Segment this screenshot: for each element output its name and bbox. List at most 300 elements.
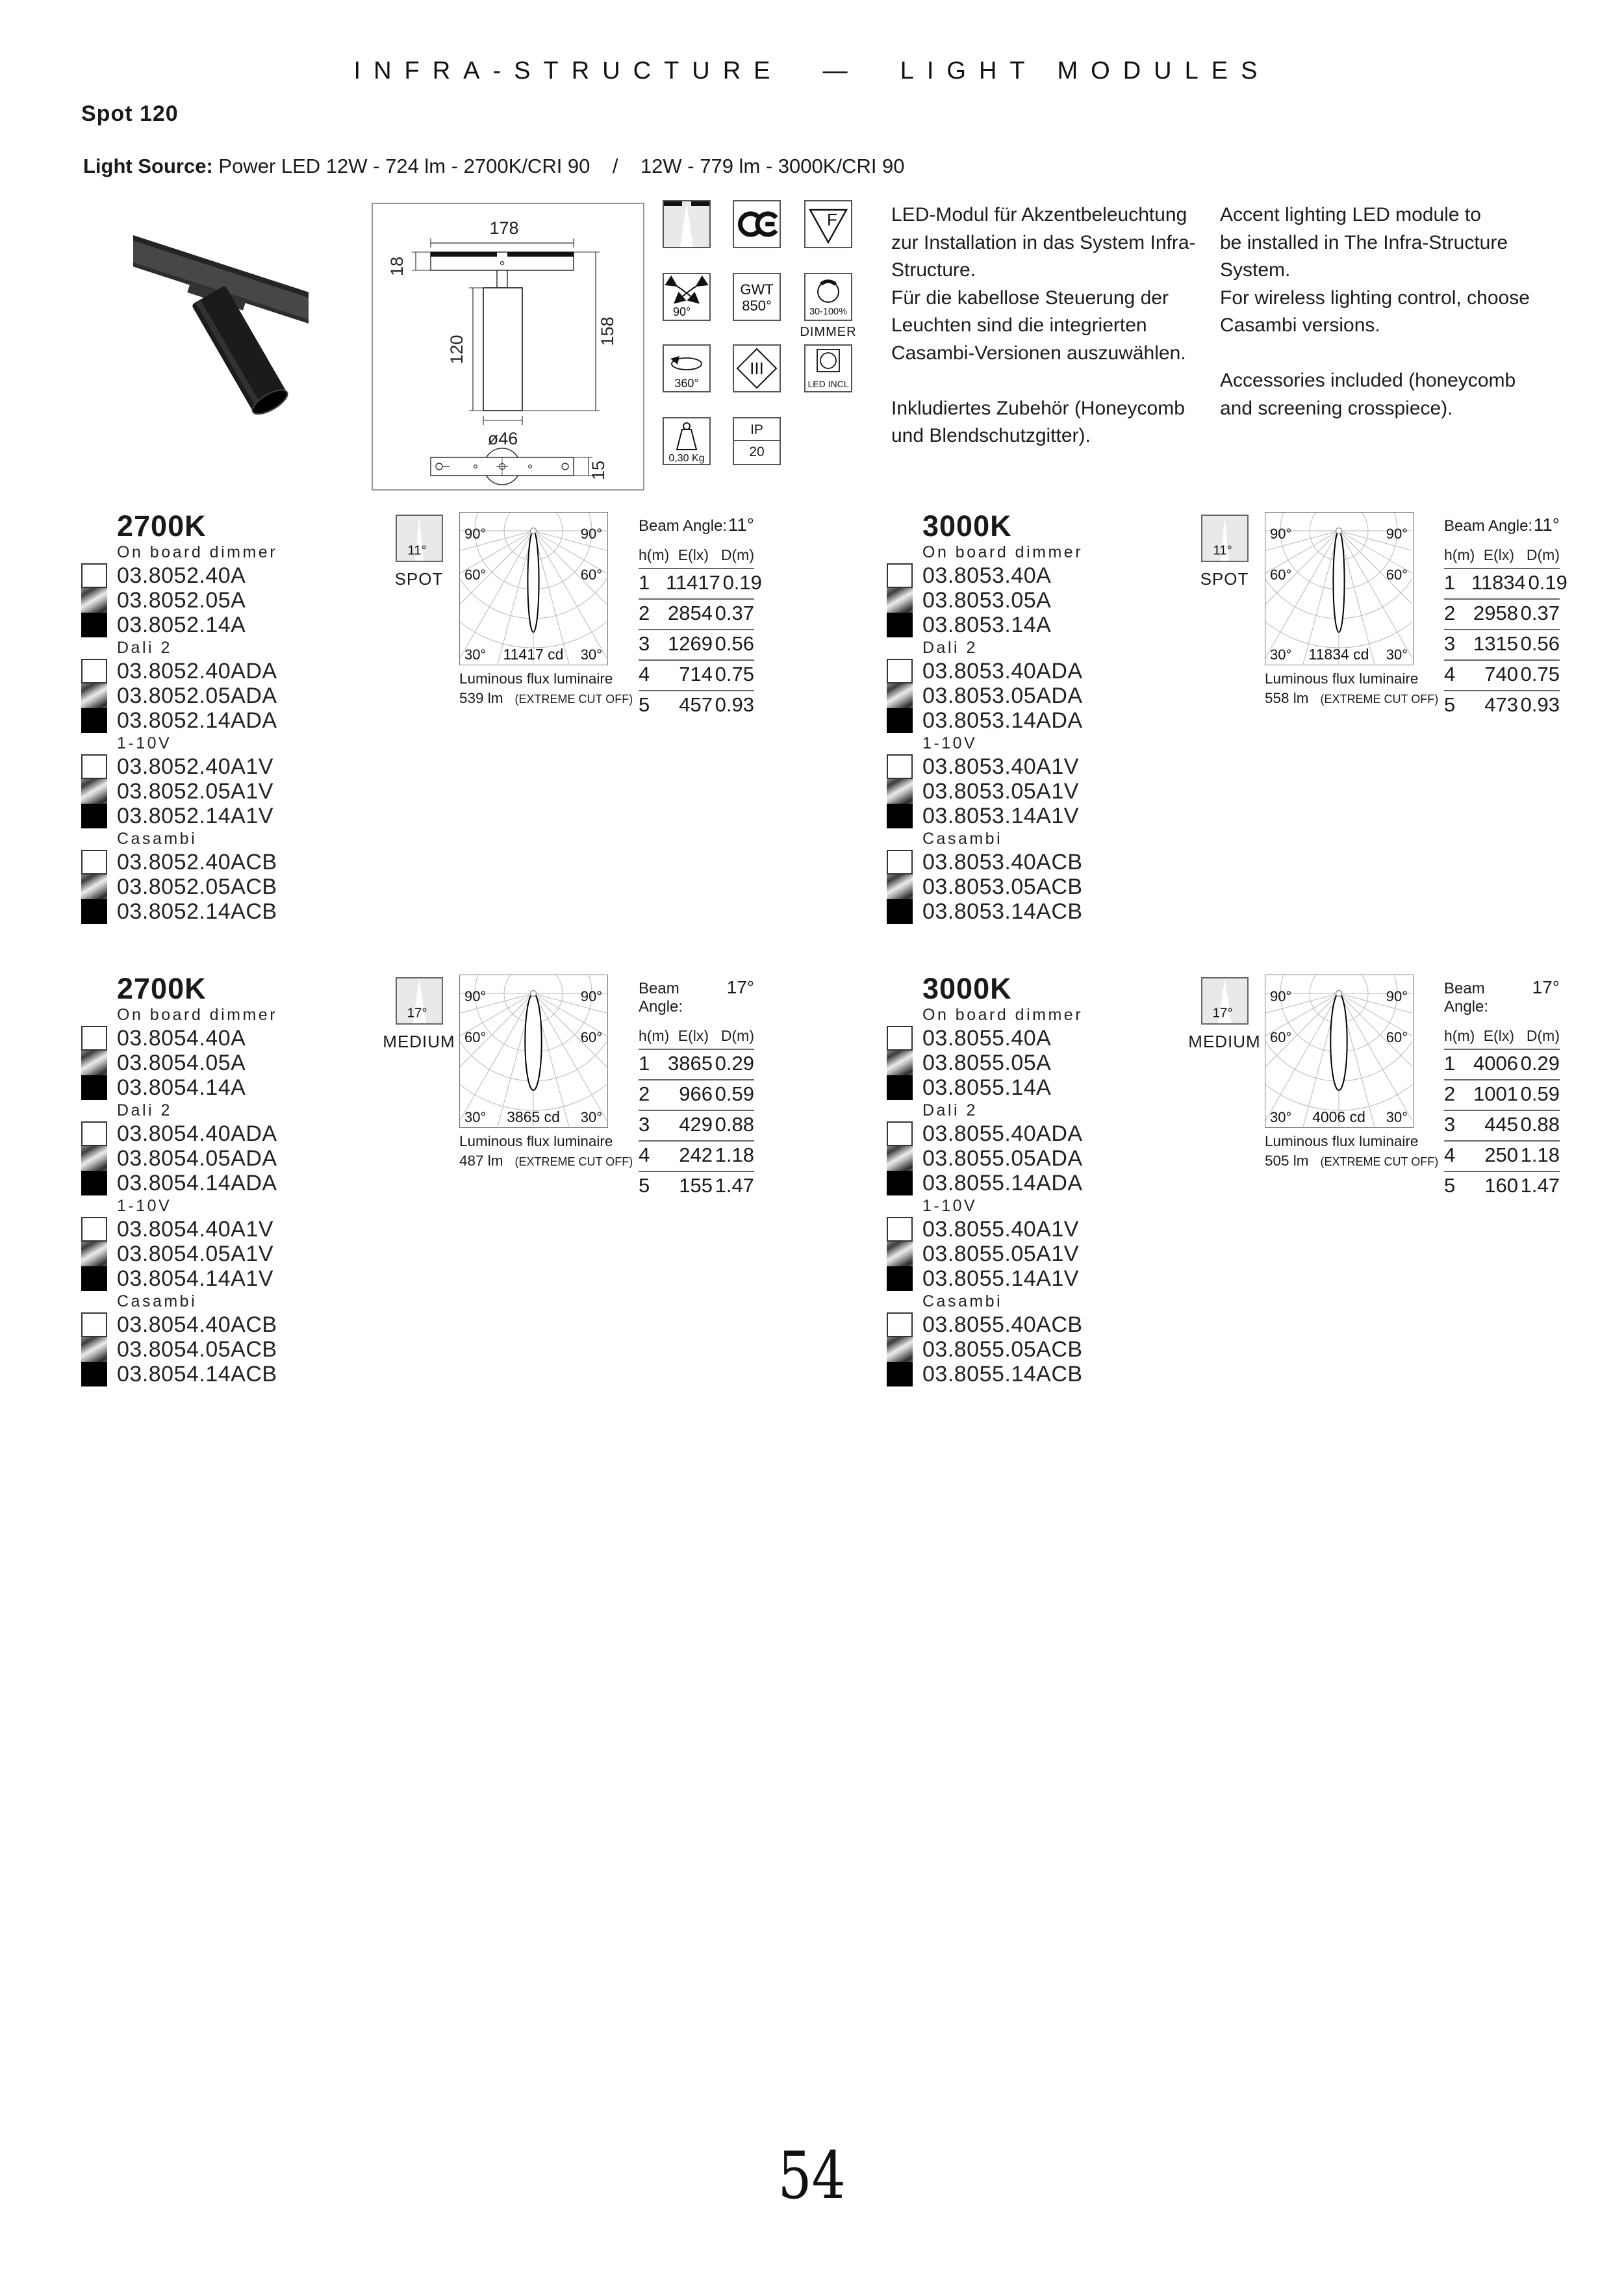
table-row: [639, 630, 754, 661]
product-code-row: [880, 1051, 1083, 1075]
cell-height: 1: [1444, 571, 1456, 594]
product-code-row: [880, 1075, 1083, 1100]
code-group: [75, 1100, 277, 1195]
flux-title: Luminous flux luminaire: [459, 1133, 613, 1149]
product-block: [75, 509, 835, 968]
product-code: 03.8052.14A: [117, 612, 246, 637]
cell-illuminance: 1269: [668, 632, 713, 655]
finish-swatch-black-icon: [81, 804, 107, 828]
table-row: [639, 1080, 754, 1111]
beam-type-label: MEDIUM: [383, 1032, 455, 1051]
finish-swatch-white-icon: [81, 754, 107, 779]
polar-angle-label: 60°: [464, 1029, 487, 1045]
beam-angle-icon-image: [1202, 978, 1247, 1023]
product-code-row: [75, 1121, 277, 1146]
polar-diagram: [1265, 512, 1414, 665]
column-header: E(lx): [678, 1027, 709, 1044]
finish-swatch-grey-icon: [887, 1146, 913, 1171]
description-line: und Blendschutzgitter).: [891, 425, 1091, 446]
code-group: [880, 1100, 1083, 1195]
product-code-row: [75, 1266, 277, 1291]
column-header: E(lx): [1483, 546, 1514, 563]
finish-swatch-black-icon: [887, 1171, 913, 1195]
polar-angle-label: 90°: [464, 988, 487, 1004]
beam-angle-icon-image: [1202, 516, 1247, 561]
finish-swatch-grey-icon: [81, 1146, 107, 1171]
beam-angle-icon: [396, 977, 443, 1025]
product-code: 03.8054.40ADA: [117, 1121, 277, 1146]
code-group: [75, 542, 277, 637]
finish-swatch-black-icon: [887, 1075, 913, 1100]
product-block: [880, 509, 1624, 968]
page-number: 54: [778, 2138, 846, 2214]
product-code: 03.8053.14ACB: [922, 899, 1083, 924]
product-code: 03.8054.05ADA: [117, 1145, 277, 1171]
table-row: [639, 1142, 754, 1172]
product-code: 03.8052.14ACB: [117, 899, 277, 924]
table-row: [639, 600, 754, 630]
product-name: Spot 120: [81, 101, 179, 126]
beam-angle-icon-value: 17°: [407, 1006, 427, 1021]
column-header: E(lx): [678, 546, 709, 563]
beam-angle-value: 17°: [1532, 977, 1560, 997]
ip-rating-icon: [733, 417, 781, 465]
product-code-row: [880, 1312, 1083, 1337]
column-header: D(m): [1526, 1027, 1560, 1044]
column-header: E(lx): [1483, 1027, 1514, 1044]
cell-illuminance: 1315: [1473, 632, 1518, 655]
code-group: [75, 1195, 277, 1291]
svg-text:III: III: [750, 359, 764, 378]
column-header: h(m): [639, 546, 670, 563]
polar-angle-label: 30°: [1270, 1109, 1292, 1125]
ip-label: IP: [734, 418, 780, 441]
code-group: [75, 733, 277, 828]
product-code: 03.8054.14ADA: [117, 1170, 277, 1195]
product-code-row: [75, 850, 277, 875]
product-code: 03.8054.40ACB: [117, 1312, 277, 1337]
cell-diameter: 0.56: [715, 632, 754, 655]
product-code: 03.8055.14ADA: [922, 1170, 1083, 1195]
cutoff-note: (EXTREME CUT OFF): [1320, 693, 1439, 706]
cell-diameter: 0.75: [1520, 663, 1560, 685]
finish-swatch-white-icon: [887, 1217, 913, 1242]
polar-diagram-image: [460, 975, 607, 1127]
beam-angle-icon-value: 17°: [1212, 1006, 1233, 1021]
beam-angle-icon: [1201, 977, 1249, 1025]
description-line: Accent lighting LED module to: [1220, 204, 1481, 225]
product-code-row: [880, 659, 1083, 683]
description-line: LED-Modul für Akzentbeleuchtung: [891, 204, 1187, 225]
control-type-label: Dali 2: [922, 639, 978, 657]
ip-value: 20: [749, 444, 765, 459]
svg-text:F: F: [827, 210, 837, 229]
illuminance-table: [1444, 977, 1560, 1201]
product-code: 03.8053.14ADA: [922, 708, 1083, 733]
finish-swatch-grey-icon: [81, 588, 107, 613]
control-type-label: On board dimmer: [922, 1006, 1084, 1024]
cell-illuminance: 4006: [1473, 1052, 1518, 1075]
product-code-row: [880, 563, 1083, 588]
product-code: 03.8055.14ACB: [922, 1361, 1083, 1386]
cell-illuminance: 3865: [668, 1052, 713, 1075]
polar-angle-label: 30°: [464, 1109, 487, 1125]
cell-diameter: 1.18: [715, 1143, 754, 1166]
beam-angle-icon-value: 11°: [407, 543, 427, 558]
color-temperature-title: 2700K: [117, 509, 207, 543]
cell-height: 4: [639, 1143, 650, 1166]
polar-angle-label: 60°: [1386, 567, 1408, 583]
beam-angle-icon-value: 11°: [1213, 543, 1232, 558]
product-code-row: [880, 1266, 1083, 1291]
dimmer-label: DIMMER: [800, 325, 857, 339]
cell-height: 2: [1444, 602, 1456, 624]
cell-height: 4: [639, 663, 650, 685]
product-code: 03.8054.40A1V: [117, 1216, 273, 1242]
cell-diameter: 0.19: [722, 571, 762, 594]
light-source-label: Light Source:: [83, 155, 213, 177]
finish-swatch-black-icon: [81, 1362, 107, 1386]
polar-angle-label: 60°: [464, 567, 487, 583]
polar-diagram-image: [1265, 513, 1412, 664]
description-line: Accessories included (honeycomb: [1220, 370, 1516, 391]
color-temperature-title: 3000K: [922, 509, 1012, 543]
product-code-row: [75, 804, 277, 828]
finish-swatch-grey-icon: [887, 1337, 913, 1362]
svg-text:18: 18: [387, 256, 407, 277]
finish-swatch-black-icon: [887, 613, 913, 637]
product-code: 03.8054.05ACB: [117, 1336, 277, 1362]
finish-swatch-white-icon: [81, 563, 107, 588]
table-header-row: [1444, 1025, 1560, 1050]
description-line: be installed in The Infra-Structure: [1220, 231, 1508, 253]
cell-illuminance: 966: [679, 1082, 713, 1105]
product-code-row: [880, 588, 1083, 613]
finish-swatch-black-icon: [887, 899, 913, 924]
led-included-icon: [804, 344, 852, 392]
beam-angle-label: Beam Angle:: [1444, 517, 1533, 535]
product-code-row: [880, 613, 1083, 637]
finish-swatch-grey-icon: [81, 1242, 107, 1266]
control-type-label: 1-10V: [117, 734, 172, 752]
product-code-row: [880, 1362, 1083, 1386]
product-code: 03.8055.14A1V: [922, 1266, 1079, 1291]
cell-diameter: 0.56: [1520, 632, 1560, 655]
product-code-row: [880, 804, 1083, 828]
product-code-row: [880, 1337, 1083, 1362]
beam-angle-icon-image: [397, 978, 442, 1023]
table-row: [639, 1050, 754, 1080]
product-photo: [133, 218, 309, 461]
finish-swatch-black-icon: [81, 708, 107, 733]
table-row: [1444, 569, 1567, 600]
polar-angle-label: 30°: [580, 1109, 602, 1125]
table-row: [1444, 1111, 1560, 1142]
product-code: 03.8055.40A: [922, 1025, 1052, 1051]
svg-text:0,30 Kg: 0,30 Kg: [668, 453, 705, 464]
product-code: 03.8053.14A1V: [922, 803, 1079, 828]
beam-angle-value: 11°: [728, 515, 754, 535]
cell-height: 5: [1444, 1174, 1456, 1197]
cell-height: 5: [1444, 693, 1456, 716]
polar-angle-label: 60°: [1270, 567, 1292, 583]
product-code: 03.8053.05A: [922, 587, 1052, 613]
product-code: 03.8054.05A1V: [117, 1241, 273, 1266]
cell-diameter: 0.29: [715, 1052, 754, 1075]
product-code-row: [75, 613, 277, 637]
description-line: Für die kabellose Steuerung der: [891, 287, 1169, 309]
cell-height: 5: [639, 693, 650, 716]
polar-angle-label: 90°: [580, 988, 602, 1004]
flux-value: 505 lm: [1265, 1153, 1309, 1169]
svg-text:158: 158: [598, 316, 617, 346]
product-code-row: [75, 1362, 277, 1386]
product-code-row: [75, 1171, 277, 1195]
cell-height: 1: [639, 571, 650, 594]
product-code: 03.8054.14ACB: [117, 1361, 277, 1386]
svg-text:LED INCL: LED INCL: [807, 379, 849, 389]
cell-illuminance: 740: [1484, 663, 1518, 685]
beam-angle-label: Beam Angle:: [639, 980, 683, 1016]
finish-swatch-white-icon: [887, 1026, 913, 1051]
technical-drawing-image: [372, 203, 644, 491]
cell-diameter: 0.88: [715, 1113, 754, 1136]
finish-swatch-black-icon: [81, 613, 107, 637]
cell-illuminance: 11834: [1471, 571, 1526, 594]
control-type-label: Casambi: [117, 1292, 197, 1310]
illuminance-table: [639, 977, 754, 1201]
polar-angle-label: 60°: [580, 1029, 602, 1045]
product-code-row: [880, 1171, 1083, 1195]
flux-title: Luminous flux luminaire: [459, 671, 613, 687]
svg-text:850°: 850°: [742, 298, 772, 314]
product-code-row: [880, 1242, 1083, 1266]
beam-angle-icon-image: [397, 516, 442, 561]
table-row: [1444, 1080, 1560, 1111]
finish-swatch-white-icon: [81, 1312, 107, 1337]
finish-swatch-black-icon: [81, 899, 107, 924]
control-type-label: Dali 2: [117, 1101, 172, 1119]
product-code: 03.8053.05ACB: [922, 874, 1083, 899]
beam-angle-icon: [396, 515, 443, 562]
control-type-label: Casambi: [922, 1292, 1003, 1310]
product-code-row: [75, 1242, 277, 1266]
illuminance-table: [1444, 515, 1567, 721]
product-code-row: [75, 754, 277, 779]
cell-illuminance: 11417: [666, 571, 720, 594]
code-group: [880, 828, 1083, 924]
product-code: 03.8053.40ACB: [922, 849, 1083, 875]
product-block: [880, 972, 1624, 1431]
flux-value: 539 lm: [459, 690, 503, 706]
cell-height: 3: [1444, 632, 1456, 655]
code-group: [880, 637, 1083, 733]
product-code: 03.8052.05A: [117, 587, 246, 613]
product-code-row: [880, 754, 1083, 779]
table-row: [639, 569, 762, 600]
svg-text:ø46: ø46: [487, 429, 518, 448]
column-header: h(m): [639, 1027, 670, 1044]
adjustable-90-icon: [663, 273, 711, 321]
control-type-label: On board dimmer: [117, 1006, 278, 1024]
code-group: [75, 1291, 277, 1386]
finish-swatch-grey-icon: [887, 1242, 913, 1266]
cell-diameter: 0.59: [715, 1082, 754, 1105]
peak-intensity-value: 3865 cd: [507, 1108, 560, 1125]
product-code-row: [880, 708, 1083, 733]
finish-swatch-black-icon: [887, 708, 913, 733]
description-line: and screening crosspiece).: [1220, 397, 1453, 419]
table-row: [639, 1111, 754, 1142]
svg-text:178: 178: [489, 218, 519, 238]
finish-swatch-white-icon: [887, 659, 913, 683]
polar-angle-label: 90°: [1386, 988, 1408, 1004]
product-code: 03.8055.05ADA: [922, 1145, 1083, 1171]
description-english: [1220, 201, 1545, 422]
product-code: 03.8053.40A: [922, 563, 1052, 588]
product-code-row: [880, 875, 1083, 899]
polar-angle-label: 90°: [1270, 526, 1292, 542]
peak-intensity-value: 4006 cd: [1312, 1108, 1365, 1125]
column-header: D(m): [1526, 546, 1560, 563]
polar-angle-label: 30°: [1270, 646, 1292, 663]
cell-height: 2: [639, 1082, 650, 1105]
product-code: 03.8054.14A1V: [117, 1266, 273, 1291]
flux-title: Luminous flux luminaire: [1265, 671, 1419, 687]
cell-height: 2: [639, 602, 650, 624]
beam-type-label: SPOT: [1200, 569, 1249, 589]
flux-title: Luminous flux luminaire: [1265, 1133, 1419, 1149]
table-row: [639, 1172, 754, 1201]
finish-swatch-black-icon: [81, 1075, 107, 1100]
table-row: [1444, 1050, 1560, 1080]
control-type-label: 1-10V: [922, 734, 978, 752]
description-line: Leuchten sind die integrierten: [891, 314, 1147, 336]
product-code-row: [880, 1026, 1083, 1051]
product-code-row: [75, 1075, 277, 1100]
glow-wire-850-icon: [733, 273, 781, 321]
product-code: 03.8052.14A1V: [117, 803, 273, 828]
dimmer-icon: [804, 273, 852, 321]
beam-type-label: MEDIUM: [1188, 1032, 1261, 1051]
finish-swatch-grey-icon: [887, 1051, 913, 1075]
product-code: 03.8054.40A: [117, 1025, 246, 1051]
description-line: System.: [1220, 259, 1291, 281]
description-line: zur Installation in das System Infra-: [891, 231, 1196, 253]
cell-illuminance: 2854: [668, 602, 713, 624]
finish-swatch-white-icon: [81, 1217, 107, 1242]
product-code-row: [75, 899, 277, 924]
finish-swatch-white-icon: [81, 850, 107, 875]
table-row: [1444, 661, 1560, 691]
polar-angle-label: 60°: [1386, 1029, 1408, 1045]
product-code: 03.8052.40A: [117, 563, 246, 588]
finish-swatch-grey-icon: [81, 875, 107, 899]
product-code: 03.8054.05A: [117, 1050, 246, 1075]
finish-swatch-white-icon: [81, 1026, 107, 1051]
code-group: [75, 637, 277, 733]
table-row: [1444, 691, 1560, 721]
peak-intensity-value: 11834 cd: [1308, 646, 1369, 663]
product-code-row: [75, 1146, 277, 1171]
finish-swatch-black-icon: [887, 1266, 913, 1291]
description-line: [1220, 340, 1545, 368]
cell-illuminance: 242: [679, 1143, 713, 1166]
product-code: 03.8055.05ACB: [922, 1336, 1083, 1362]
product-code-row: [880, 779, 1083, 804]
product-code-row: [880, 1121, 1083, 1146]
cell-diameter: 0.29: [1520, 1052, 1560, 1075]
cell-illuminance: 714: [679, 663, 713, 685]
product-code-row: [75, 1217, 277, 1242]
control-type-label: Casambi: [922, 830, 1003, 848]
polar-angle-label: 60°: [1270, 1029, 1292, 1045]
beam-angle-value: 11°: [1533, 515, 1560, 535]
finish-swatch-white-icon: [81, 659, 107, 683]
code-group: [880, 542, 1083, 637]
table-row: [1444, 1142, 1560, 1172]
product-code: 03.8052.14ADA: [117, 708, 277, 733]
column-header: h(m): [1444, 1027, 1475, 1044]
polar-angle-label: 90°: [1386, 526, 1408, 542]
table-row: [639, 691, 754, 721]
polar-diagram: [459, 512, 608, 665]
ordering-codes: [75, 1004, 277, 1386]
illuminance-table: [639, 515, 762, 721]
ordering-codes: [880, 542, 1083, 924]
cell-height: 3: [639, 632, 650, 655]
finish-swatch-grey-icon: [887, 588, 913, 613]
column-header: D(m): [720, 1027, 754, 1044]
color-temperature-title: 2700K: [117, 972, 207, 1005]
color-temperature-title: 3000K: [922, 972, 1012, 1005]
svg-text:GWT: GWT: [740, 281, 774, 298]
cell-height: 4: [1444, 1143, 1456, 1166]
product-code: 03.8052.40ACB: [117, 849, 277, 875]
polar-diagram: [459, 975, 608, 1128]
control-type-label: 1-10V: [922, 1197, 978, 1215]
svg-text:360°: 360°: [674, 377, 699, 390]
product-code: 03.8052.05ADA: [117, 683, 277, 708]
finish-swatch-white-icon: [887, 754, 913, 779]
cell-illuminance: 2958: [1473, 602, 1518, 624]
product-code: 03.8055.40ACB: [922, 1312, 1083, 1337]
flux-value: 487 lm: [459, 1153, 503, 1169]
finish-swatch-white-icon: [887, 1312, 913, 1337]
product-code-row: [75, 588, 277, 613]
cell-diameter: 0.93: [1520, 693, 1560, 716]
product-code-row: [75, 875, 277, 899]
product-code-row: [75, 659, 277, 683]
product-code-row: [75, 1312, 277, 1337]
polar-angle-label: 60°: [580, 567, 602, 583]
control-type-label: Dali 2: [922, 1101, 978, 1119]
description-line: Casambi versions.: [1220, 314, 1380, 336]
cell-diameter: 0.93: [715, 693, 754, 716]
product-code-row: [880, 683, 1083, 708]
cell-height: 1: [1444, 1052, 1456, 1075]
product-code-row: [75, 779, 277, 804]
cell-height: 4: [1444, 663, 1456, 685]
column-header: h(m): [1444, 546, 1475, 563]
product-photo-image: [133, 218, 309, 458]
product-code-row: [75, 1051, 277, 1075]
product-code: 03.8052.05ACB: [117, 874, 277, 899]
cell-height: 1: [639, 1052, 650, 1075]
product-code: 03.8052.40ADA: [117, 658, 277, 683]
polar-diagram: [1265, 975, 1414, 1128]
product-block: [75, 972, 835, 1431]
